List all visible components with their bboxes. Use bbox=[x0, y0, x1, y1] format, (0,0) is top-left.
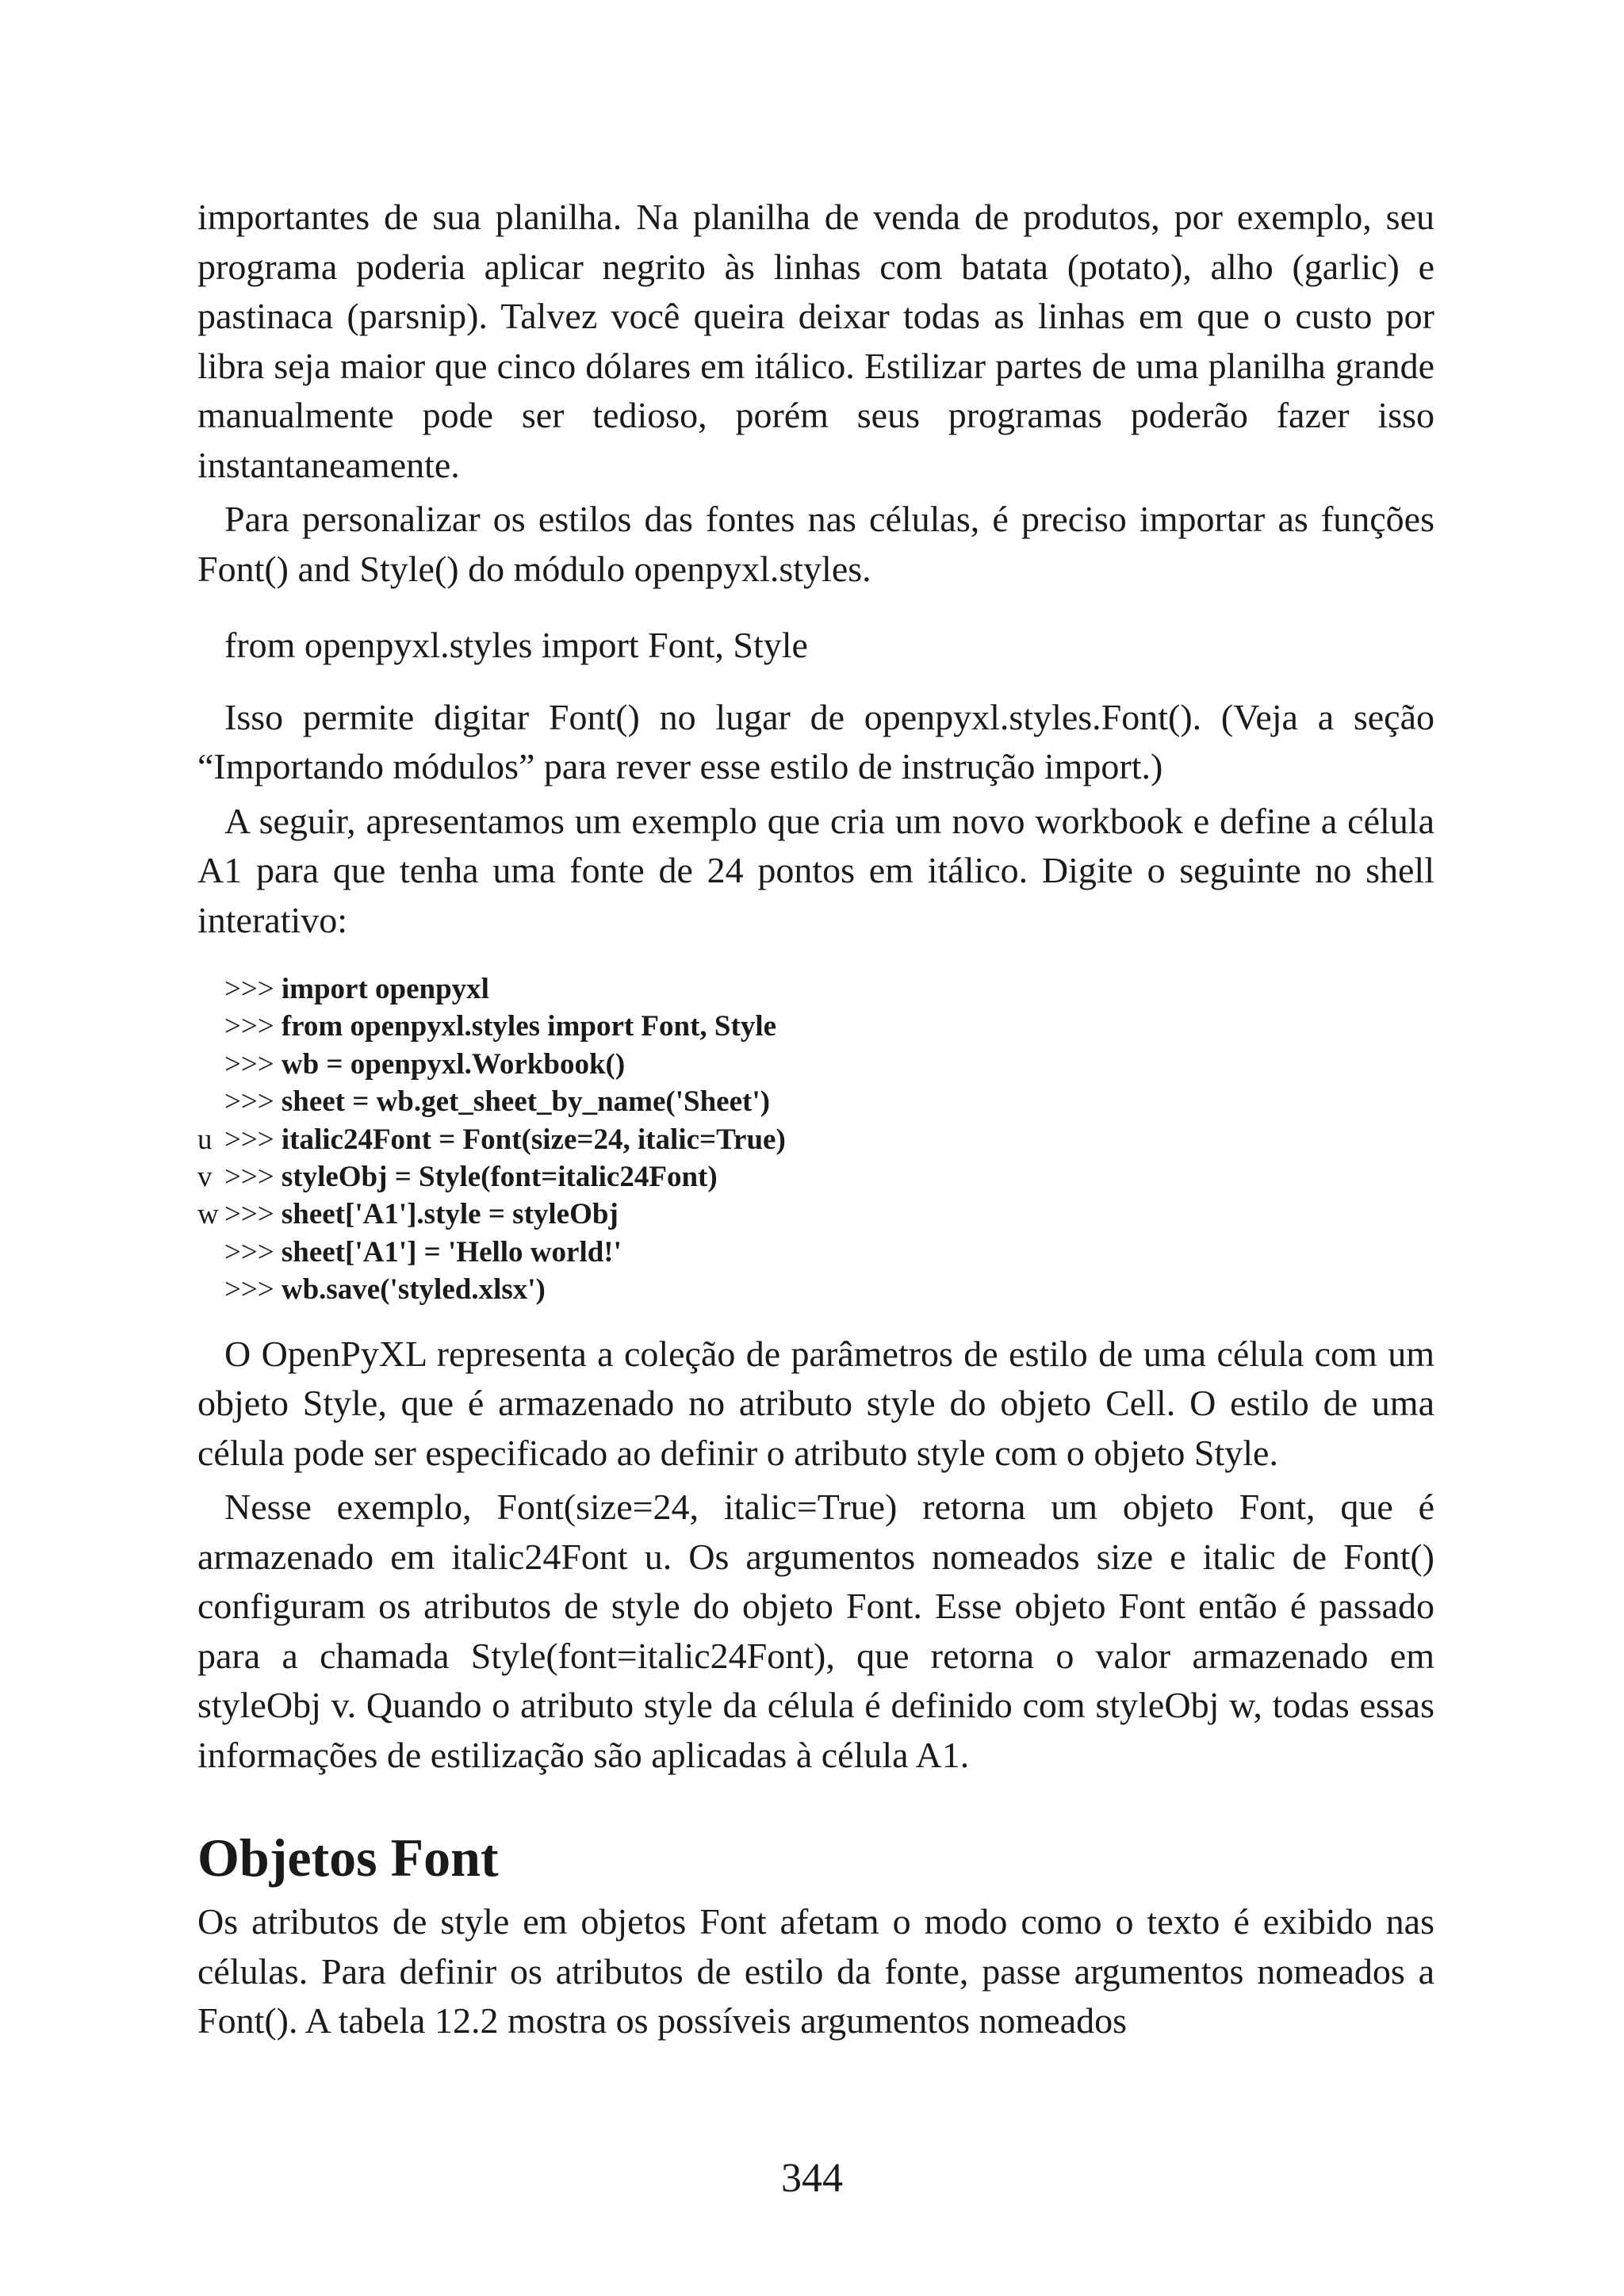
code-command: import openpyxl bbox=[281, 973, 489, 1005]
section-heading: Objetos Font bbox=[197, 1827, 499, 1888]
code-line bbox=[197, 1158, 1434, 1196]
code-command: sheet['A1'].style = styleObj bbox=[281, 1198, 619, 1231]
code-marker bbox=[197, 1234, 224, 1271]
code-marker bbox=[197, 1046, 224, 1083]
paragraph-font-shortcut: Isso permite digitar Font() no lugar de openpyxl.styles.Font(). (Veja a seção “Importando módulos” para rever esse estilo de instrução import.) bbox=[197, 696, 1434, 786]
code-line bbox=[197, 970, 1434, 1008]
paragraph-import-styles: Para personalizar os estilos das fontes nas células, é preciso importar as funções Font() and Style() do módulo openpyxl.styles. bbox=[197, 499, 1434, 589]
code-line bbox=[197, 1046, 1434, 1083]
code-block-shell bbox=[197, 970, 1434, 1309]
paragraph-intro-continued: importantes de sua planilha. Na planilha de venda de produtos, por exemplo, seu programa poderia aplicar negrito às linhas com batata (potato), alho (garlic) e pastinaca (parsnip). Talvez você queira deixar todas as linhas em que o custo por libra seja maior que cinco dólares em itálico. Estilizar partes de uma planilha grande manualmente pode ser tedioso, porém seus programas poderão fazer isso instantaneamente. bbox=[197, 197, 1434, 485]
code-command: italic24Font = Font(size=24, italic=True) bbox=[281, 1123, 786, 1156]
code-prompt: >>> bbox=[224, 1010, 282, 1043]
code-prompt: >>> bbox=[224, 1161, 282, 1194]
code-line bbox=[197, 1234, 1434, 1271]
page-number: 344 bbox=[781, 2156, 843, 2201]
code-line bbox=[197, 1008, 1434, 1045]
code-command: wb = openpyxl.Workbook() bbox=[281, 1047, 626, 1081]
code-marker bbox=[197, 1008, 224, 1045]
code-line bbox=[197, 1196, 1434, 1233]
code-line bbox=[197, 1121, 1434, 1158]
code-prompt: >>> bbox=[224, 1235, 282, 1269]
paragraph-font-objects: Os atributos de style em objetos Font afetam o modo como o texto é exibido nas células. Para definir os atributos de estilo da fonte, passe argumentos nomeados a Font(). A tabela 12.2 mostra os possíveis argumentos nomeados bbox=[197, 1901, 1434, 2042]
code-command: styleObj = Style(font=italic24Font) bbox=[281, 1161, 718, 1194]
code-prompt: >>> bbox=[224, 1047, 282, 1081]
code-prompt: >>> bbox=[224, 1123, 282, 1156]
code-prompt: >>> bbox=[224, 973, 282, 1005]
code-command: sheet['A1'] = 'Hello world!' bbox=[281, 1235, 622, 1269]
import-statement-code: from openpyxl.styles import Font, Style bbox=[224, 625, 808, 665]
code-prompt: >>> bbox=[224, 1085, 282, 1119]
code-marker: v bbox=[197, 1161, 213, 1194]
code-command: wb.save('styled.xlsx') bbox=[281, 1273, 546, 1307]
page-content bbox=[197, 193, 1434, 2046]
code-marker bbox=[197, 1271, 224, 1308]
code-marker bbox=[197, 970, 224, 1008]
code-command: from openpyxl.styles import Font, Style bbox=[281, 1010, 777, 1043]
paragraph-style-object: O OpenPyXL representa a coleção de parâmetros de estilo de uma célula com um objeto Style, que é armazenado no atributo style do objeto Cell. O estilo de uma célula pode ser especificado ao definir o atributo style com o objeto Style. bbox=[197, 1333, 1434, 1473]
code-marker: u bbox=[197, 1123, 213, 1156]
paragraph-example-intro: A seguir, apresentamos um exemplo que cria um novo workbook e define a célula A1 para que tenha uma fonte de 24 pontos em itálico. Digite o seguinte no shell interativo: bbox=[197, 800, 1434, 940]
code-prompt: >>> bbox=[224, 1198, 282, 1231]
code-command: sheet = wb.get_sheet_by_name('Sheet') bbox=[281, 1085, 770, 1119]
code-marker: w bbox=[197, 1198, 219, 1231]
code-line bbox=[197, 1083, 1434, 1120]
paragraph-example-explanation: Nesse exemplo, Font(size=24, italic=True) retorna um objeto Font, que é armazenado em italic24Font u. Os argumentos nomeados size e italic de Font() configuram os atributos de style do objeto Font. Esse objeto Font então é passado para a chamada Style(font=italic24Font), que retorna o valor armazenado em styleObj v. Quando o atributo style da célula é definido com styleObj w, todas essas informações de estilização são aplicadas à célula A1. bbox=[197, 1487, 1434, 1775]
code-line bbox=[197, 1271, 1434, 1308]
code-marker bbox=[197, 1083, 224, 1120]
code-prompt: >>> bbox=[224, 1273, 282, 1307]
